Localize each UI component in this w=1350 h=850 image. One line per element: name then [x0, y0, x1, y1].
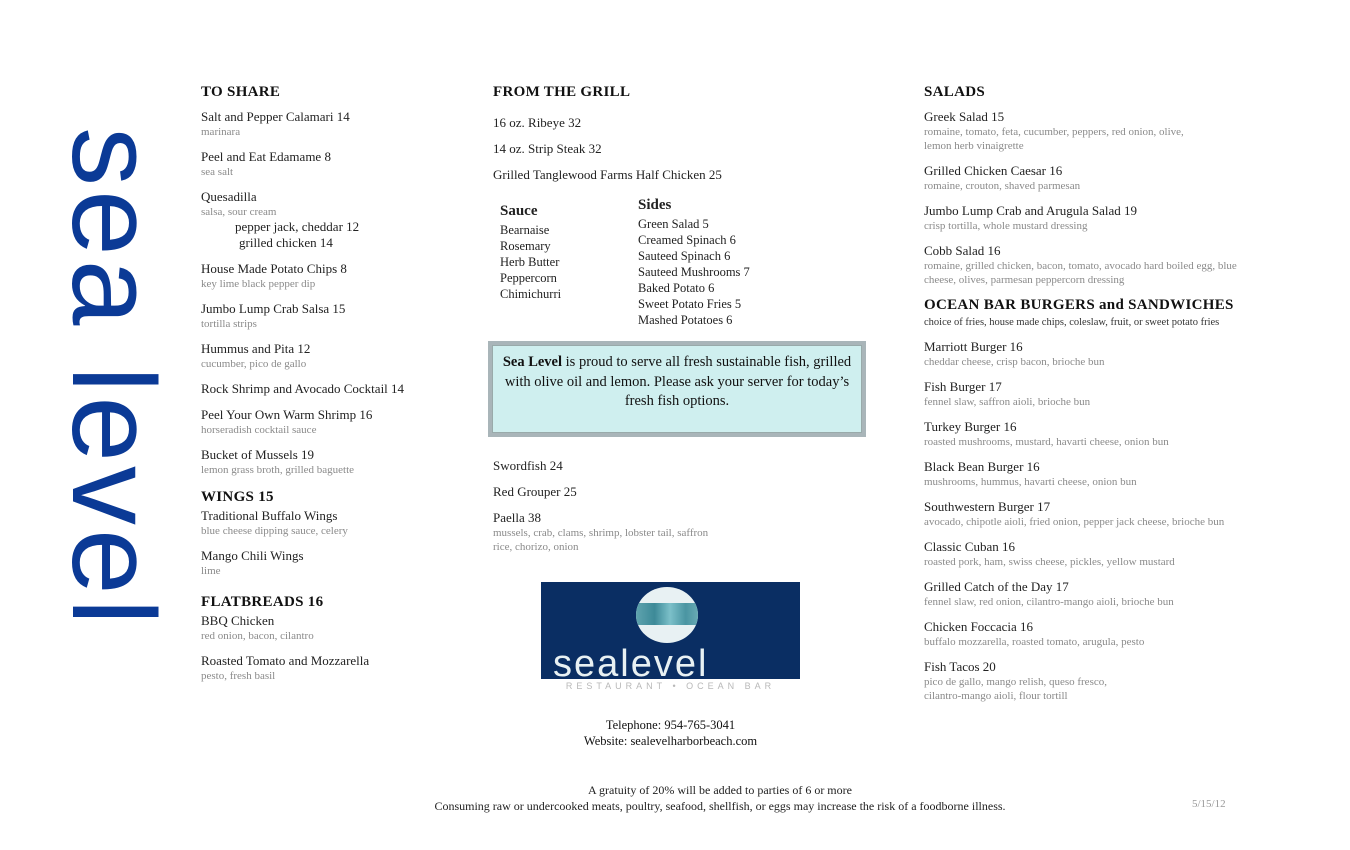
item-name: Cobb Salad 16: [924, 243, 1001, 258]
food-safety-warning: Consuming raw or undercooked meats, poultry, seafood, shellfish, or eggs may increase the risk of a foodborne illness.: [434, 799, 1006, 813]
item-name: Fish Tacos 20: [924, 659, 996, 674]
item-desc: mushrooms, hummus, havarti cheese, onion bun: [924, 476, 1137, 488]
item-desc: red onion, bacon, cilantro: [201, 630, 314, 642]
column-right: [924, 84, 1304, 713]
item-name: Classic Cuban 16: [924, 539, 1015, 554]
item-name: Mango Chili Wings: [201, 548, 304, 563]
menu-item: [924, 579, 1304, 609]
item-name: Peel Your Own Warm Shrimp 16: [201, 407, 373, 422]
column-left: [201, 84, 471, 693]
item-desc: pico de gallo, mango relish, queso fresco, cilantro-mango aioli, flour tortill: [924, 676, 1107, 702]
item-name: Red Grouper 25: [493, 484, 577, 499]
fresh-fish-notice: [488, 341, 866, 437]
item-desc: avocado, chipotle aioli, fried onion, pepper jack cheese, brioche bun: [924, 516, 1225, 528]
telephone: Telephone: 954-765-3041: [605, 718, 736, 732]
item-name: Jumbo Lump Crab and Arugula Salad 19: [924, 203, 1138, 218]
item-desc: tortilla strips: [201, 318, 257, 330]
item-desc: marinara: [201, 126, 241, 138]
item-name: Turkey Burger 16: [924, 419, 1017, 434]
menu-item: [924, 339, 1304, 369]
menu-item: [924, 499, 1304, 529]
section-title-salads: SALADS: [924, 84, 985, 100]
menu-item: [924, 109, 1304, 153]
item-desc: roasted pork, ham, swiss cheese, pickles, yellow mustard: [924, 556, 1175, 568]
item-name: Hummus and Pita 12: [201, 341, 311, 356]
side-item: Mashed Potatoes 6: [638, 313, 733, 327]
menu-item: [201, 653, 471, 683]
vertical-logo-text: sea level: [47, 126, 179, 629]
grill-item: 14 oz. Strip Steak 32: [493, 141, 602, 156]
sauce-list: [500, 203, 561, 302]
item-desc: crisp tortilla, whole mustard dressing: [924, 220, 1088, 232]
item-option: grilled chicken 14: [239, 235, 333, 250]
item-name: Traditional Buffalo Wings: [201, 508, 338, 523]
sauce-and-sides: [493, 193, 863, 333]
item-desc: cucumber, pico de gallo: [201, 358, 307, 370]
item-desc: romaine, tomato, feta, cucumber, peppers, red onion, olive, lemon herb vinaigrette: [924, 126, 1184, 152]
section-title-burgers: OCEAN BAR BURGERS and SANDWICHES: [924, 297, 1234, 313]
notice-text: is proud to serve all fresh sustainable fish, grilled with olive oil and lemon. Please ask your server for today’s fresh fish options.: [504, 354, 852, 409]
menu-item: [924, 243, 1304, 287]
item-name: Roasted Tomato and Mozzarella: [201, 653, 370, 668]
menu-item: [201, 447, 471, 477]
item-name: Black Bean Burger 16: [924, 459, 1040, 474]
menu-item: [201, 189, 471, 251]
grill-item: 16 oz. Ribeye 32: [493, 115, 582, 130]
logo-tagline: RESTAURANT • OCEAN BAR: [565, 681, 776, 691]
item-name: Grilled Catch of the Day 17: [924, 579, 1069, 594]
item-name: Fish Burger 17: [924, 379, 1002, 394]
website-link[interactable]: Website: sealevelharborbeach.com: [583, 734, 758, 748]
side-item: Sweet Potato Fries 5: [638, 297, 742, 311]
menu-item: [493, 484, 793, 500]
menu-item: [924, 659, 1304, 703]
item-desc: fennel slaw, saffron aioli, brioche bun: [924, 396, 1091, 408]
menu-item: [201, 261, 471, 291]
section-title-grill: FROM THE GRILL: [493, 84, 631, 100]
item-name: House Made Potato Chips 8: [201, 261, 347, 276]
item-name: Chicken Foccacia 16: [924, 619, 1034, 634]
item-name: Greek Salad 15: [924, 109, 1005, 124]
menu-item: [201, 109, 471, 139]
item-name: Swordfish 24: [493, 458, 563, 473]
item-desc: romaine, crouton, shaved parmesan: [924, 180, 1081, 192]
side-item: Creamed Spinach 6: [638, 233, 736, 247]
item-name: Peel and Eat Edamame 8: [201, 149, 331, 164]
item-name: Quesadilla: [201, 189, 257, 204]
sauce-title: Sauce: [500, 203, 538, 219]
item-name: Jumbo Lump Crab Salsa 15: [201, 301, 346, 316]
logo-disc-icon: [636, 587, 698, 643]
item-desc: lemon grass broth, grilled baguette: [201, 464, 355, 476]
section-title-flatbreads: FLATBREADS 16: [201, 594, 324, 610]
sauce-item: Rosemary: [500, 239, 551, 253]
logo-wordmark: sealevel: [553, 643, 709, 679]
menu-item: [201, 381, 471, 397]
item-desc: sea salt: [201, 166, 234, 178]
side-item: Green Salad 5: [638, 217, 709, 231]
side-item: Sauteed Mushrooms 7: [638, 265, 750, 279]
sea-level-logo: [541, 582, 800, 679]
item-desc: romaine, grilled chicken, bacon, tomato, avocado hard boiled egg, blue cheese, olives, parmesan peppercorn dressing: [924, 260, 1237, 286]
gratuity-note: A gratuity of 20% will be added to parties of 6 or more: [588, 783, 852, 797]
menu-item: [201, 301, 471, 331]
side-item: Sauteed Spinach 6: [638, 249, 731, 263]
item-name: Marriott Burger 16: [924, 339, 1023, 354]
column-middle: [493, 84, 863, 333]
sides-title: Sides: [638, 197, 672, 213]
item-desc: pesto, fresh basil: [201, 670, 276, 682]
item-desc: salsa, sour cream: [201, 206, 277, 218]
item-desc: key lime black pepper dip: [201, 278, 316, 290]
sauce-item: Peppercorn: [500, 271, 557, 285]
menu-item: [201, 508, 471, 538]
menu-item: [924, 419, 1304, 449]
burgers-side-note: choice of fries, house made chips, coleslaw, fruit, or sweet potato fries: [924, 317, 1220, 328]
sides-list: [638, 197, 750, 328]
menu-item: [924, 619, 1304, 649]
menu-item: [201, 613, 471, 643]
item-name: Salt and Pepper Calamari 14: [201, 109, 350, 124]
item-name: Bucket of Mussels 19: [201, 447, 315, 462]
sauce-item: Bearnaise: [500, 223, 550, 237]
sauce-item: Herb Butter: [500, 255, 560, 269]
item-desc: cheddar cheese, crisp bacon, brioche bun: [924, 356, 1105, 368]
menu-item: [924, 379, 1304, 409]
menu-item: [493, 510, 793, 554]
item-name: Grilled Chicken Caesar 16: [924, 163, 1063, 178]
item-desc: lime: [201, 565, 221, 577]
menu-item: [924, 539, 1304, 569]
item-desc: blue cheese dipping sauce, celery: [201, 525, 348, 537]
item-name: Rock Shrimp and Avocado Cocktail 14: [201, 381, 405, 396]
menu-item: [924, 203, 1304, 233]
section-title-wings: WINGS 15: [201, 489, 274, 505]
menu-item: [493, 458, 793, 474]
item-option: pepper jack, cheddar 12: [235, 219, 360, 234]
item-name: BBQ Chicken: [201, 613, 275, 628]
item-name: Southwestern Burger 17: [924, 499, 1051, 514]
menu-item: [201, 341, 471, 371]
grill-item: Grilled Tanglewood Farms Half Chicken 25: [493, 167, 722, 182]
vertical-brand-logo: [47, 125, 179, 630]
menu-date: 5/15/12: [1192, 798, 1226, 810]
menu-item: [201, 548, 471, 578]
side-item: Baked Potato 6: [638, 281, 715, 295]
sauce-item: Chimichurri: [500, 287, 562, 301]
contact-info: [541, 717, 800, 749]
menu-item: [924, 163, 1304, 193]
menu-item: [201, 407, 471, 437]
menu-item: [201, 149, 471, 179]
item-desc: buffalo mozzarella, roasted tomato, arugula, pesto: [924, 636, 1145, 648]
menu-item: [924, 459, 1304, 489]
fish-list: [493, 458, 793, 564]
item-desc: mussels, crab, clams, shrimp, lobster tail, saffron rice, chorizo, onion: [493, 527, 709, 553]
notice-brand: Sea Level: [502, 354, 563, 370]
item-desc: fennel slaw, red onion, cilantro-mango aioli, brioche bun: [924, 596, 1174, 608]
item-desc: roasted mushrooms, mustard, havarti cheese, onion bun: [924, 436, 1169, 448]
footer-notes: [380, 782, 1060, 814]
item-name: Paella 38: [493, 510, 542, 525]
section-title-to-share: TO SHARE: [201, 84, 281, 100]
item-desc: horseradish cocktail sauce: [201, 424, 317, 436]
